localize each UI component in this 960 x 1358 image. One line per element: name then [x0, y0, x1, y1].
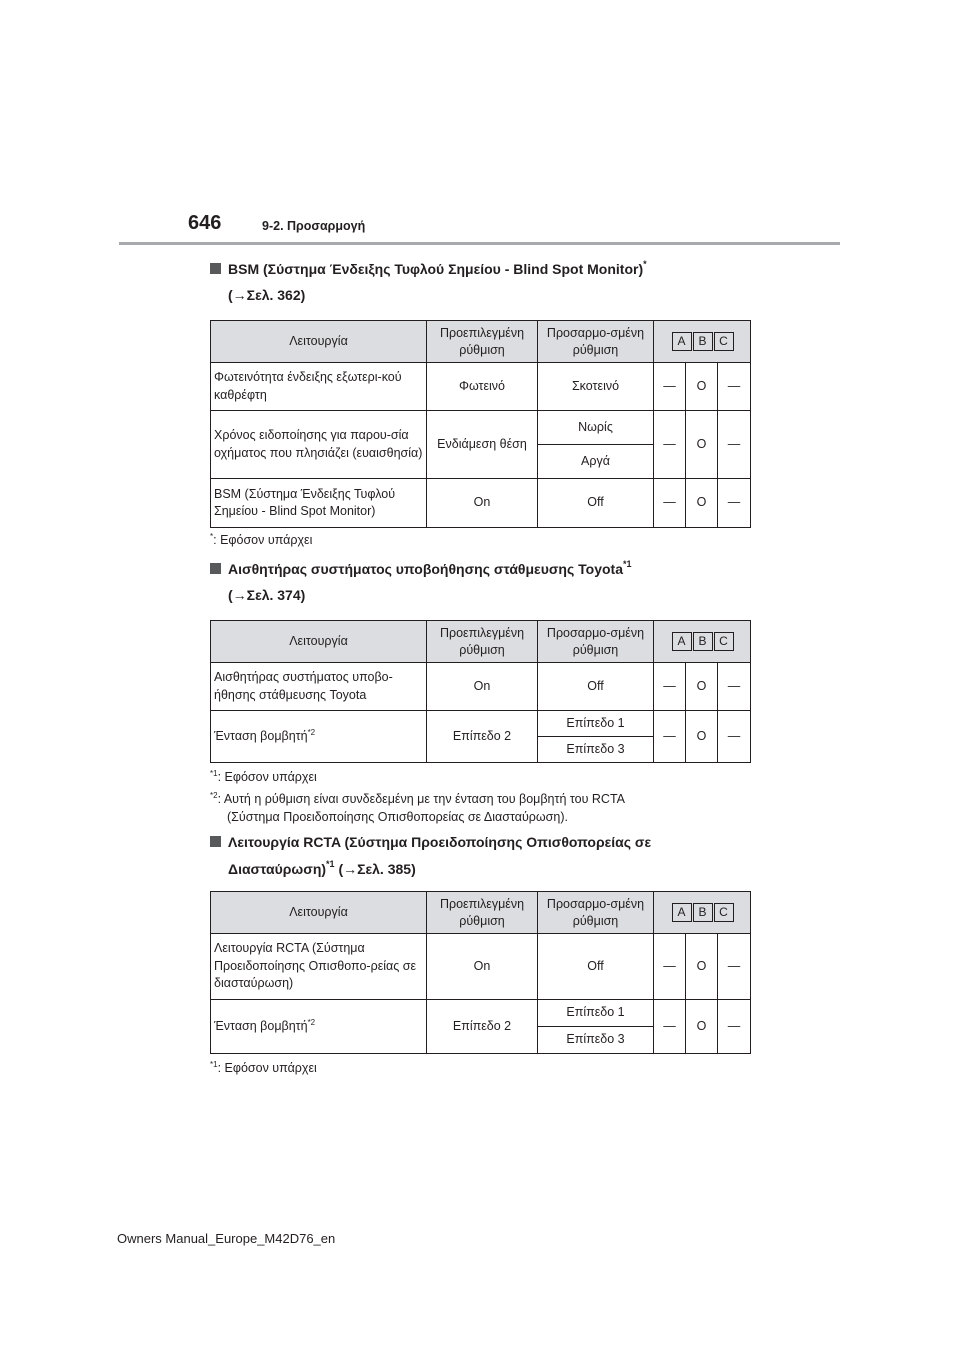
cell-default: On	[427, 663, 538, 711]
cell-custom: Επίπεδο 1	[538, 711, 654, 737]
column-header-default: Προεπιλεγμένη ρύθμιση	[427, 321, 538, 363]
cell-b: O	[686, 663, 718, 711]
cell-default: Επίπεδο 2	[427, 711, 538, 763]
column-header-custom: Προσαρμο-σμένη ρύθμιση	[538, 892, 654, 934]
section-parking-sensor	[210, 556, 750, 826]
cell-default: Φωτεινό	[427, 363, 538, 411]
label-a: A	[672, 903, 692, 922]
cell-a: —	[654, 479, 686, 528]
table-header-row	[211, 321, 751, 363]
page-reference: (→Σελ. 374)	[228, 587, 306, 603]
cell-custom: Off	[538, 934, 654, 1000]
settings-table	[210, 891, 751, 1054]
column-header-abc	[654, 892, 751, 934]
heading-text: Αισθητήρας συστήματος υποβοήθησης στάθμευσης Toyota	[228, 561, 624, 577]
page-reference: (→Σελ. 385)	[338, 861, 416, 877]
label-a: A	[672, 632, 692, 651]
table-row	[211, 663, 751, 711]
cell-c: —	[718, 363, 751, 411]
cell-function: Χρόνος ειδοποίησης για παρου-σία οχήματος που πλησιάζει (ευαισθησία)	[211, 411, 427, 479]
column-header-default: Προεπιλεγμένη ρύθμιση	[427, 892, 538, 934]
footnote-mark: *1	[210, 1060, 218, 1069]
settings-table	[210, 620, 751, 763]
running-head: 9-2. Προσαρμογή	[262, 219, 366, 233]
column-header-abc	[654, 321, 751, 363]
footnote	[210, 531, 750, 549]
heading-text: BSM (Σύστημα Ένδειξης Τυφλού Σημείου - Blind Spot Monitor)	[228, 261, 644, 277]
section-bsm	[210, 256, 750, 549]
cell-b: O	[686, 363, 718, 411]
cell-function: Αισθητήρας συστήματος υποβο-ήθησης στάθμευσης Toyota	[211, 663, 427, 711]
cell-footnote-mark: *2	[307, 1017, 316, 1027]
cell-function: Φωτεινότητα ένδειξης εξωτερι-κού καθρέφτη	[211, 363, 427, 411]
section-rcta	[210, 829, 750, 1077]
table-row	[211, 711, 751, 737]
label-b: B	[693, 332, 713, 351]
cell-a: —	[654, 934, 686, 1000]
cell-function-text: Ένταση βομβητή	[214, 728, 308, 743]
cell-a: —	[654, 363, 686, 411]
footnote-text-continued: (Σύστημα Προειδοποίησης Οπισθοπορείας σε Διασταύρωση).	[227, 810, 568, 824]
cell-c: —	[718, 934, 751, 1000]
bullet-square-icon	[210, 836, 221, 847]
page-footer: Owners Manual_Europe_M42D76_en	[117, 1231, 336, 1246]
footnote	[210, 1059, 750, 1077]
section-heading	[210, 829, 750, 883]
label-a: A	[672, 332, 692, 351]
footnote	[210, 768, 750, 786]
header-rule	[119, 242, 840, 245]
column-header-function: Λειτουργία	[211, 892, 427, 934]
cell-default: On	[427, 479, 538, 528]
footnote-mark: *	[210, 532, 214, 541]
cell-function	[211, 1000, 427, 1054]
cell-custom: Επίπεδο 3	[538, 1027, 654, 1054]
label-c: C	[714, 903, 734, 922]
heading-text-continued: Διασταύρωση)	[228, 861, 327, 877]
cell-c: —	[718, 711, 751, 763]
cell-a: —	[654, 1000, 686, 1054]
heading-footnote-mark: *1	[326, 859, 335, 869]
page-reference: (→Σελ. 362)	[228, 287, 306, 303]
cell-c: —	[718, 1000, 751, 1054]
table-header-row	[211, 892, 751, 934]
settings-table	[210, 320, 751, 528]
cell-custom: Αργά	[538, 445, 654, 479]
footnote-text: : Εφόσον υπάρχει	[213, 533, 313, 547]
cell-custom: Νωρίς	[538, 411, 654, 445]
footnote-mark: *2	[210, 791, 218, 800]
table-row	[211, 411, 751, 445]
cell-footnote-mark: *2	[307, 727, 316, 737]
section-heading	[210, 556, 750, 608]
table-row	[211, 363, 751, 411]
cell-c: —	[718, 479, 751, 528]
cell-custom: Off	[538, 663, 654, 711]
table-row	[211, 479, 751, 528]
page-number: 646	[188, 212, 222, 234]
footnote-mark: *1	[210, 769, 218, 778]
table-header-row	[211, 621, 751, 663]
label-b: B	[693, 632, 713, 651]
heading-text: Λειτουργία RCTA (Σύστημα Προειδοποίησης Οπισθοπορείας σε	[228, 834, 652, 850]
cell-a: —	[654, 711, 686, 763]
section-heading	[210, 256, 750, 308]
cell-function-text: Ένταση βομβητή	[214, 1018, 308, 1033]
column-header-function: Λειτουργία	[211, 621, 427, 663]
cell-custom: Σκοτεινό	[538, 363, 654, 411]
table-row	[211, 1000, 751, 1027]
cell-default: On	[427, 934, 538, 1000]
column-header-function: Λειτουργία	[211, 321, 427, 363]
cell-b: O	[686, 411, 718, 479]
cell-function: BSM (Σύστημα Ένδειξης Τυφλού Σημείου - Blind Spot Monitor)	[211, 479, 427, 528]
table-row	[211, 934, 751, 1000]
cell-a: —	[654, 663, 686, 711]
cell-b: O	[686, 1000, 718, 1054]
cell-b: O	[686, 479, 718, 528]
cell-default: Επίπεδο 2	[427, 1000, 538, 1054]
cell-b: O	[686, 711, 718, 763]
cell-custom: Off	[538, 479, 654, 528]
cell-function: Λειτουργία RCTA (Σύστημα Προειδοποίησης Οπισθοπο-ρείας σε διασταύρωση)	[211, 934, 427, 1000]
cell-custom: Επίπεδο 3	[538, 737, 654, 763]
heading-footnote-mark: *1	[623, 559, 632, 569]
footnote-text: : Αυτή η ρύθμιση είναι συνδεδεμένη με την ένταση του βομβητή του RCTA	[217, 792, 625, 806]
column-header-custom: Προσαρμο-σμένη ρύθμιση	[538, 621, 654, 663]
footnote-text: : Εφόσον υπάρχει	[217, 1061, 317, 1075]
cell-function	[211, 711, 427, 763]
cell-a: —	[654, 411, 686, 479]
footnote-text: : Εφόσον υπάρχει	[217, 770, 317, 784]
column-header-custom: Προσαρμο-σμένη ρύθμιση	[538, 321, 654, 363]
column-header-abc	[654, 621, 751, 663]
cell-custom: Επίπεδο 1	[538, 1000, 654, 1027]
column-header-default: Προεπιλεγμένη ρύθμιση	[427, 621, 538, 663]
bullet-square-icon	[210, 263, 221, 274]
label-b: B	[693, 903, 713, 922]
cell-b: O	[686, 934, 718, 1000]
bullet-square-icon	[210, 563, 221, 574]
label-c: C	[714, 632, 734, 651]
footnote	[210, 790, 750, 826]
cell-c: —	[718, 411, 751, 479]
cell-default: Ενδιάμεση θέση	[427, 411, 538, 479]
cell-c: —	[718, 663, 751, 711]
label-c: C	[714, 332, 734, 351]
heading-footnote-mark: *	[643, 259, 647, 269]
